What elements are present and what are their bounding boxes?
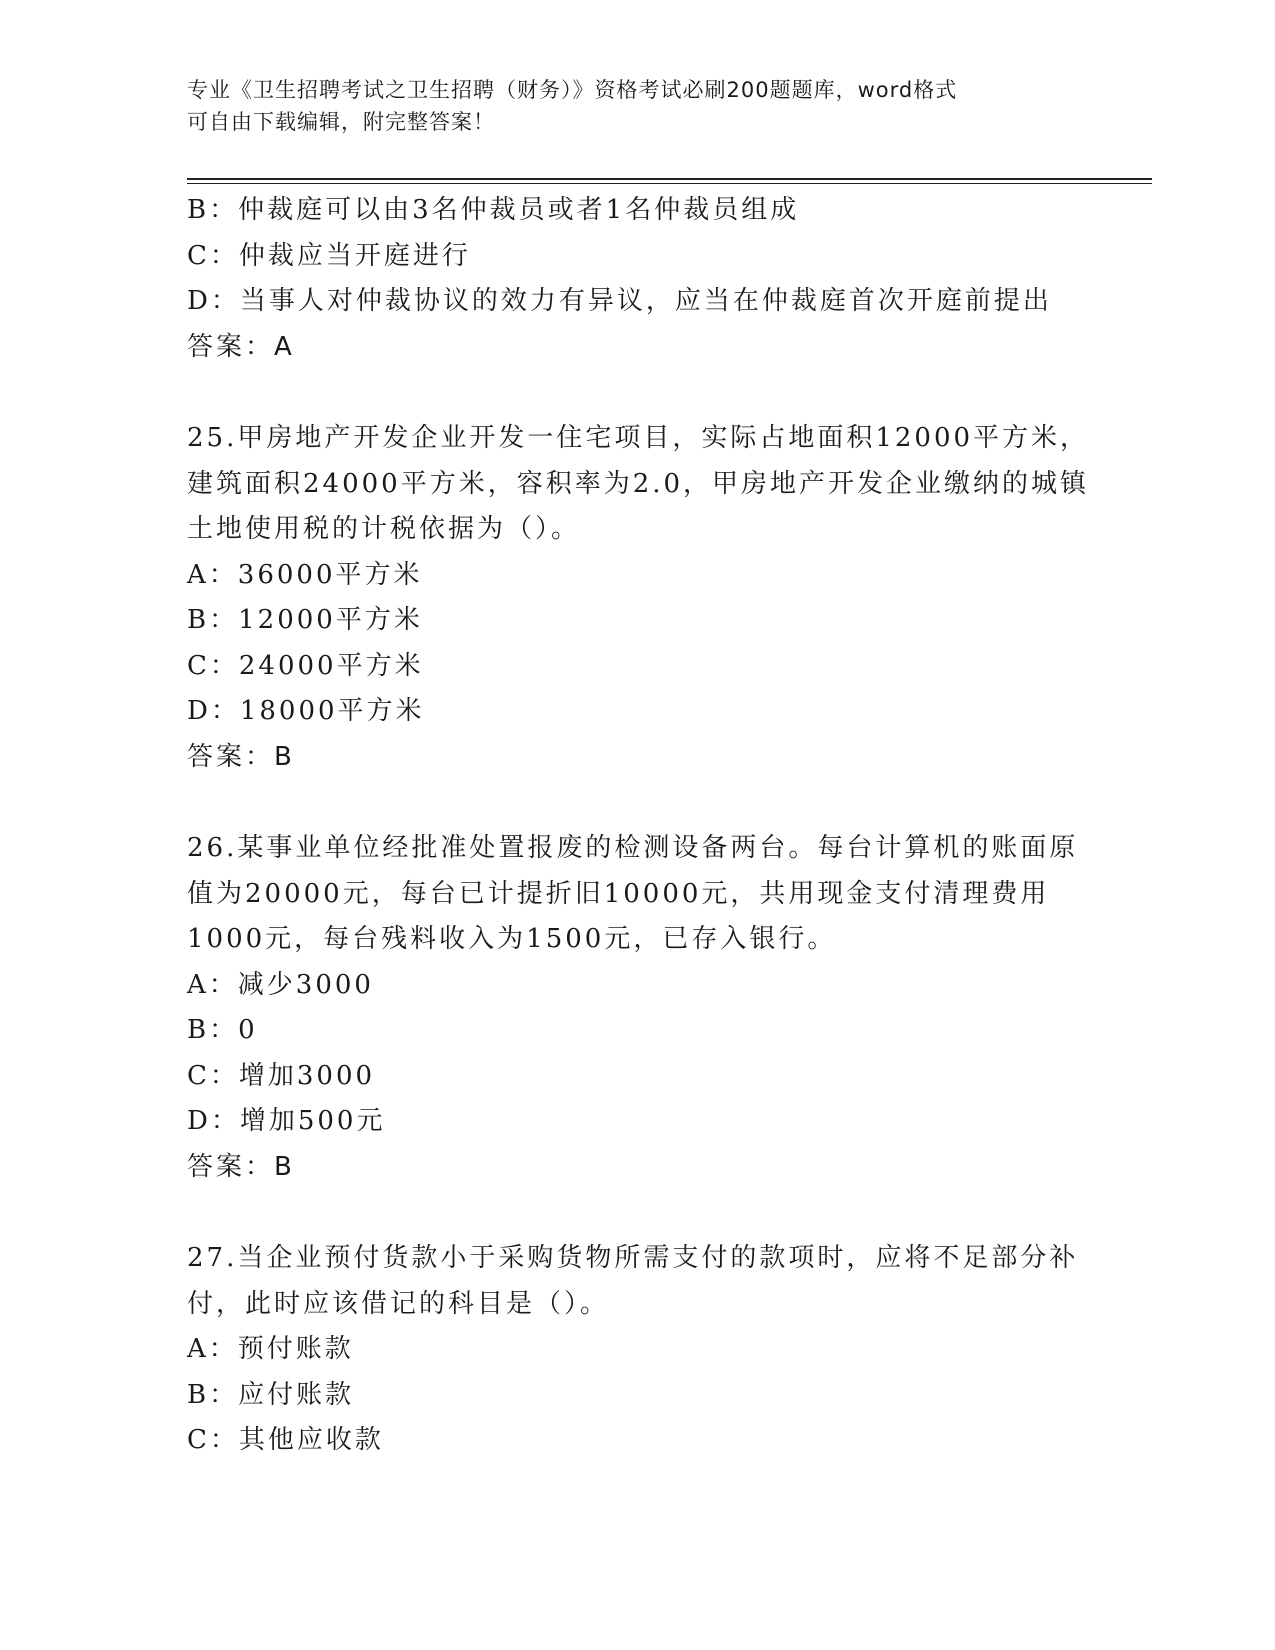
answer: 答案：A <box>187 331 295 362</box>
question-stem-line: 建筑面积24000平方米，容积率为2.0，甲房地产开发企业缴纳的城镇 <box>187 468 1090 499</box>
question-27 <box>187 1236 1087 1464</box>
option-c: C：增加3000 <box>187 1060 376 1091</box>
spacer <box>187 1190 1087 1236</box>
question-24 <box>187 188 1087 370</box>
option-a: A：预付账款 <box>187 1334 354 1364</box>
header-title-line-2: 可自由下载编辑，附完整答案！ <box>187 110 495 134</box>
question-26 <box>187 826 1087 1190</box>
option-c: C：仲裁应当开庭进行 <box>187 240 471 271</box>
question-stem-line: 值为20000元，每台已计提折旧10000元，共用现金支付清理费用 <box>187 878 1050 909</box>
spacer <box>187 370 1087 416</box>
question-stem-line: 付，此时应该借记的科目是（）。 <box>187 1288 610 1319</box>
option-d: D：18000平方米 <box>187 696 425 726</box>
document-header <box>187 74 1067 138</box>
option-b: B：12000平方米 <box>187 605 423 635</box>
option-a: A：36000平方米 <box>187 559 423 590</box>
answer: 答案：B <box>187 1151 295 1182</box>
option-c: C：其他应收款 <box>187 1425 384 1455</box>
option-b: B：0 <box>187 1015 258 1045</box>
question-stem-line: 25.甲房地产开发企业开发一住宅项目，实际占地面积12000平方米， <box>187 423 1090 453</box>
spacer <box>187 780 1087 826</box>
answer: 答案：B <box>187 741 295 772</box>
question-stem-line: 1000元，每台残料收入为1500元，已存入银行。 <box>187 924 837 954</box>
question-stem-line: 27.当企业预付货款小于采购货物所需支付的款项时，应将不足部分补 <box>187 1243 1079 1273</box>
question-25 <box>187 416 1090 780</box>
option-d: D：当事人对仲裁协议的效力有异议，应当在仲裁庭首次开庭前提出 <box>187 286 1052 316</box>
option-c: C：24000平方米 <box>187 650 424 681</box>
question-stem-line: 26.某事业单位经批准处置报废的检测设备两台。每台计算机的账面原 <box>187 833 1079 863</box>
question-stem-line: 土地使用税的计税依据为（）。 <box>187 514 581 544</box>
option-d: D：增加500元 <box>187 1106 386 1136</box>
header-title-line-1: 专业《卫生招聘考试之卫生招聘（财务）》资格考试必刷200题题库，word格式 <box>187 78 958 102</box>
option-b: B：应付账款 <box>187 1379 355 1410</box>
question-list <box>187 188 1090 1464</box>
option-a: A：减少3000 <box>187 969 374 1000</box>
option-b: B：仲裁庭可以由3名仲裁员或者1名仲裁员组成 <box>187 195 800 225</box>
header-divider <box>187 178 1152 184</box>
